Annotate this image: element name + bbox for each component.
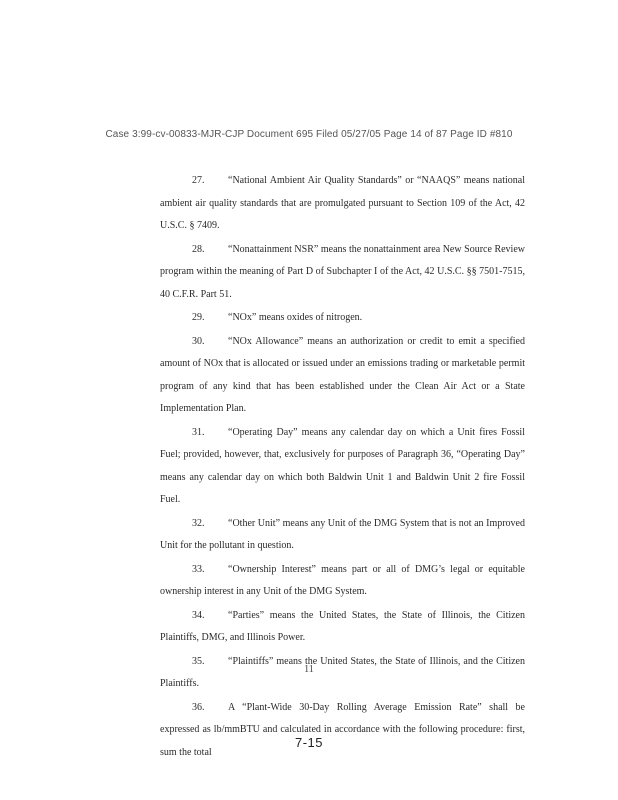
paragraph-number: 32. [192, 517, 205, 529]
paragraph-30 [160, 331, 525, 421]
paragraph-number: 31. [192, 426, 205, 438]
paragraph-number: 28. [192, 243, 205, 255]
paragraph-text: “Parties” means the United States, the State of Illinois, the Citizen Plaintiffs, DMG, and Illinois Power. [160, 609, 525, 643]
paragraph-text: “National Ambient Air Quality Standards” or “NAAQS” means national ambient air quality standards that are promulgated pursuant to Section 109 of the Act, 42 U.S.C. § 7409. [160, 175, 525, 231]
paragraph-text: “NOx” means oxides of nitrogen. [228, 312, 363, 323]
paragraph-text: A “Plant-Wide 30-Day Rolling Average Emission Rate” shall be expressed as lb/mmBTU and calculated in accordance with the following procedure: first, sum the total [160, 701, 525, 758]
case-header: Case 3:99-cv-00833-MJR-CJP Document 695 Filed 05/27/05 Page 14 of 87 Page ID #810 [105, 129, 513, 140]
paragraph-number: 29. [192, 312, 205, 323]
paragraph-number: 33. [192, 563, 205, 575]
paragraph-29 [160, 307, 525, 330]
paragraph-32 [160, 513, 525, 558]
paragraph-number: 27. [192, 175, 205, 186]
paragraph-27 [160, 170, 525, 238]
paragraph-number: 30. [192, 335, 205, 347]
paragraph-number: 34. [192, 609, 205, 621]
document-body [160, 170, 525, 765]
paragraph-text: “Operating Day” means any calendar day on which a Unit fires Fossil Fuel; provided, however, that, exclusively for purposes of Paragraph 36, “Operating Day” means any calendar day on which both Baldwin Unit 1 and Baldwin Unit 2 fire Fossil Fuel. [160, 426, 525, 505]
paragraph-text: “NOx Allowance” means an authorization or credit to emit a specified amount of NOx that is allocated or issued under an emissions trading or marketable permit program of any kind that has been established under the Clean Air Act or a State Implementation Plan. [160, 335, 525, 414]
paragraph-number: 36. [192, 701, 205, 713]
paragraph-text: “Other Unit” means any Unit of the DMG System that is not an Improved Unit for the pollutant in question. [160, 517, 525, 551]
paragraph-number: 35. [192, 655, 205, 667]
paragraph-text: “Plaintiffs” means the United States, the State of Illinois, and the Citizen Plaintiffs. [160, 655, 525, 689]
paragraph-text: “Ownership Interest” means part or all of DMG’s legal or equitable ownership interest in any Unit of the DMG System. [160, 563, 525, 597]
exhibit-page-label: 7-15 [294, 735, 324, 750]
paragraph-34 [160, 605, 525, 650]
paragraph-text: “Nonattainment NSR” means the nonattainment area New Source Review program within the meaning of Part D of Subchapter I of the Act, 42 U.S.C. §§ 7501-7515, 40 C.F.R. Part 51. [160, 243, 525, 300]
paragraph-31 [160, 422, 525, 512]
paragraph-28 [160, 239, 525, 307]
paragraph-36 [160, 697, 525, 765]
paragraph-33 [160, 559, 525, 604]
page-number: 11 [304, 664, 314, 675]
